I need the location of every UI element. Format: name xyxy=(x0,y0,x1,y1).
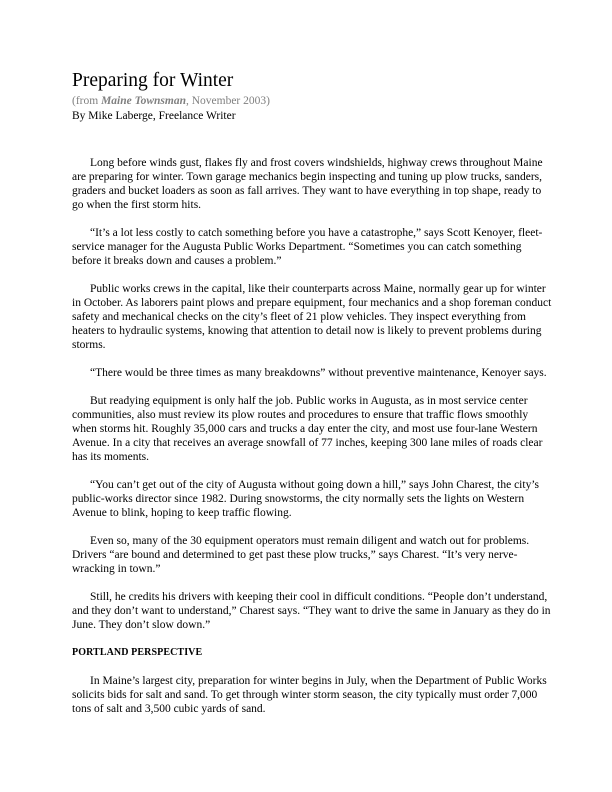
document-page xyxy=(72,70,552,730)
body-paragraph: Long before winds gust, flakes fly and frost covers windshields, highway crews throughout Maine are preparing for winter. Town garage mechanics begin inspecting and tuning up plow trucks, sanders, graders and bucket loaders as soon as fall arrives. They want to have everything in top shape, ready to go when the first storm hits. xyxy=(72,157,543,211)
section-heading: PORTLAND PERSPECTIVE xyxy=(72,647,203,658)
article-byline: By Mike Laberge, Freelance Writer xyxy=(72,110,236,122)
body-paragraph: Still, he credits his drivers with keeping their cool in difficult conditions. “People don’t understand, and they don’t want to understand,” Charest says. “They want to drive the same in January as they do in June. They don’t slow down.” xyxy=(72,591,551,631)
body-paragraph: Public works crews in the capital, like their counterparts across Maine, normally gear up for winter in October. As laborers paint plows and prepare equipment, four mechanics and a shop foreman conduct safety and mechanical checks on the city’s fleet of 21 plow vehicles. They inspect everything from heaters to hydraulic systems, knowing that attention to detail now is likely to prevent problems during storms. xyxy=(72,283,552,351)
section-paragraph: In Maine’s largest city, preparation for winter begins in July, when the Department of Public Works solicits bids for salt and sand. To get through winter storm season, the city typically must order 7,000 tons of salt and 3,500 cubic yards of sand. xyxy=(72,675,547,715)
publication-name: Maine Townsman xyxy=(101,95,186,107)
body-paragraph: “It’s a lot less costly to catch something before you have a catastrophe,” says Scott Kenoyer, fleet-service manager for the Augusta Public Works Department. “Sometimes you can catch something before it breaks down and causes a problem.” xyxy=(72,227,543,267)
source-date: , November 2003) xyxy=(185,95,270,107)
body-paragraph: But readying equipment is only half the job. Public works in Augusta, as in most service center communities, also must review its plow routes and procedures to ensure that traffic flows smoothly when storms hit. Roughly 35,000 cars and trucks a day enter the city, and most use four-lane Western Avenue. In a city that receives an average snowfall of 77 inches, keeping 300 lane miles of roads clear has its moments. xyxy=(72,395,543,463)
body-paragraph: Even so, many of the 30 equipment operators must remain diligent and watch out for problems. Drivers “are bound and determined to get past these plow trucks,” says Charest. “It’s very nerve-wracking in town.” xyxy=(72,535,530,575)
body-paragraph: “There would be three times as many breakdowns” without preventive maintenance, Kenoyer says. xyxy=(90,367,547,379)
article-title: Preparing for Winter xyxy=(72,70,234,91)
body-paragraph: “You can’t get out of the city of Augusta without going down a hill,” says John Charest, the city’s public-works director since 1982. During snowstorms, the city normally sets the lights on Western Avenue to blink, hoping to keep traffic flowing. xyxy=(72,479,539,519)
article-body xyxy=(72,156,552,716)
source-open: (from xyxy=(72,95,102,107)
article-source xyxy=(72,94,552,108)
